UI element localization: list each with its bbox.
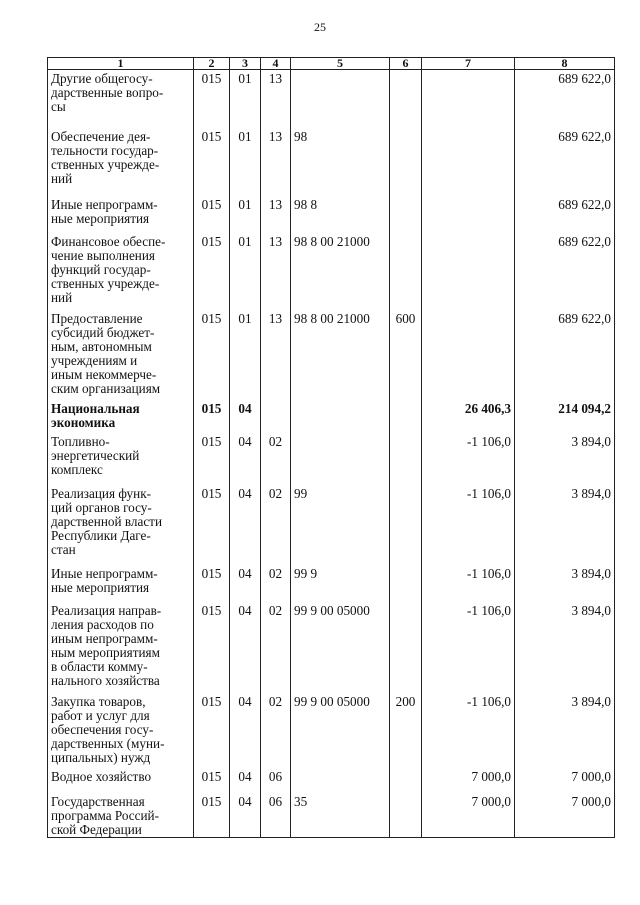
row-subsection-code: 06 [261,768,291,793]
row-admin-code: 015 [194,196,230,233]
row-section-code: 04 [230,433,261,485]
row-section-code: 04 [230,565,261,602]
col-header: 2 [194,58,230,70]
row-item-name: Закупка товаров, работ и услуг для обеспечения госу- дарственных (муни- ципальных) нужд [48,693,194,768]
row-change-amount [422,70,515,128]
row-item-name: Водное хозяйство [48,768,194,793]
row-section-code: 01 [230,233,261,310]
row-target-article [291,433,390,485]
row-total-amount: 689 622,0 [515,310,615,400]
row-expense-type [390,196,422,233]
row-expense-type [390,400,422,433]
row-total-amount: 689 622,0 [515,128,615,196]
row-section-code: 01 [230,128,261,196]
row-total-amount: 7 000,0 [515,793,615,838]
row-expense-type [390,602,422,693]
row-expense-type: 200 [390,693,422,768]
row-expense-type [390,70,422,128]
table-row [48,485,615,565]
table-row [48,310,615,400]
row-expense-type [390,433,422,485]
row-change-amount: -1 106,0 [422,433,515,485]
row-item-name: Обеспечение дея- тельности государ- ственных учрежде- ний [48,128,194,196]
row-target-article: 99 9 00 05000 [291,602,390,693]
row-change-amount [422,233,515,310]
row-target-article [291,400,390,433]
row-section-code: 04 [230,485,261,565]
row-target-article: 98 8 00 21000 [291,233,390,310]
row-target-article: 99 9 [291,565,390,602]
row-subsection-code: 02 [261,602,291,693]
row-change-amount [422,128,515,196]
row-change-amount [422,310,515,400]
row-section-code: 04 [230,400,261,433]
row-section-code: 04 [230,693,261,768]
row-target-article: 99 9 00 05000 [291,693,390,768]
row-admin-code: 015 [194,70,230,128]
row-admin-code: 015 [194,565,230,602]
table-row [48,602,615,693]
table-row [48,793,615,838]
table-row [48,196,615,233]
header-row [48,58,615,70]
row-total-amount: 3 894,0 [515,693,615,768]
col-header: 3 [230,58,261,70]
col-header: 8 [515,58,615,70]
table-row [48,400,615,433]
row-target-article: 99 [291,485,390,565]
row-subsection-code [261,400,291,433]
row-subsection-code: 02 [261,565,291,602]
row-change-amount: -1 106,0 [422,485,515,565]
row-subsection-code: 13 [261,196,291,233]
row-item-name: Государственная программа Россий- ской Федерации [48,793,194,838]
page-number: 25 [314,20,326,34]
row-total-amount: 3 894,0 [515,602,615,693]
row-section-code: 04 [230,602,261,693]
row-item-name: Национальная экономика [48,400,194,433]
row-subsection-code: 13 [261,310,291,400]
row-subsection-code: 02 [261,693,291,768]
row-subsection-code: 13 [261,128,291,196]
row-expense-type [390,565,422,602]
row-admin-code: 015 [194,768,230,793]
row-subsection-code: 13 [261,233,291,310]
row-item-name: Иные непрограмм- ные мероприятия [48,565,194,602]
row-section-code: 04 [230,793,261,838]
row-admin-code: 015 [194,128,230,196]
row-item-name: Предоставление субсидий бюджет- ным, автономным учреждениям и иным некоммерче- ским организациям [48,310,194,400]
row-admin-code: 015 [194,400,230,433]
row-admin-code: 015 [194,233,230,310]
row-section-code: 01 [230,196,261,233]
row-target-article: 98 8 [291,196,390,233]
row-subsection-code: 02 [261,485,291,565]
row-item-name: Иные непрограмм- ные мероприятия [48,196,194,233]
row-target-article: 98 8 00 21000 [291,310,390,400]
row-total-amount: 7 000,0 [515,768,615,793]
row-subsection-code: 13 [261,70,291,128]
row-section-code: 01 [230,70,261,128]
row-subsection-code: 06 [261,793,291,838]
table-row [48,128,615,196]
row-total-amount: 3 894,0 [515,565,615,602]
row-change-amount: 7 000,0 [422,793,515,838]
row-admin-code: 015 [194,693,230,768]
row-target-article: 98 [291,128,390,196]
row-total-amount: 3 894,0 [515,485,615,565]
row-target-article: 35 [291,793,390,838]
row-total-amount: 689 622,0 [515,70,615,128]
row-change-amount [422,196,515,233]
row-section-code: 01 [230,310,261,400]
table-row [48,70,615,128]
row-item-name: Реализация направ- ления расходов по иным непрограмм- ным мероприятиям в области комму- нального хозяйства [48,602,194,693]
table-row [48,768,615,793]
col-header: 6 [390,58,422,70]
row-expense-type [390,485,422,565]
col-header: 1 [48,58,194,70]
row-item-name: Топливно- энергетический комплекс [48,433,194,485]
row-change-amount: -1 106,0 [422,602,515,693]
row-total-amount: 689 622,0 [515,233,615,310]
table-row [48,433,615,485]
row-admin-code: 015 [194,602,230,693]
row-change-amount: 7 000,0 [422,768,515,793]
row-admin-code: 015 [194,793,230,838]
row-item-name: Финансовое обеспе- чение выполнения функций государ- ственных учрежде- ний [48,233,194,310]
row-total-amount: 214 094,2 [515,400,615,433]
row-item-name: Другие общегосу- дарственные вопро- сы [48,70,194,128]
row-target-article [291,768,390,793]
row-change-amount: -1 106,0 [422,565,515,602]
col-header: 5 [291,58,390,70]
table-row [48,233,615,310]
row-admin-code: 015 [194,310,230,400]
table-row [48,565,615,602]
row-expense-type: 600 [390,310,422,400]
row-expense-type [390,128,422,196]
row-expense-type [390,233,422,310]
col-header: 7 [422,58,515,70]
row-total-amount: 3 894,0 [515,433,615,485]
row-subsection-code: 02 [261,433,291,485]
row-change-amount: 26 406,3 [422,400,515,433]
budget-table [47,57,615,838]
row-expense-type [390,793,422,838]
row-expense-type [390,768,422,793]
row-target-article [291,70,390,128]
row-total-amount: 689 622,0 [515,196,615,233]
col-header: 4 [261,58,291,70]
table-row [48,693,615,768]
row-change-amount: -1 106,0 [422,693,515,768]
row-section-code: 04 [230,768,261,793]
row-admin-code: 015 [194,485,230,565]
row-admin-code: 015 [194,433,230,485]
row-item-name: Реализация функ- ций органов госу- дарственной власти Республики Даге- стан [48,485,194,565]
